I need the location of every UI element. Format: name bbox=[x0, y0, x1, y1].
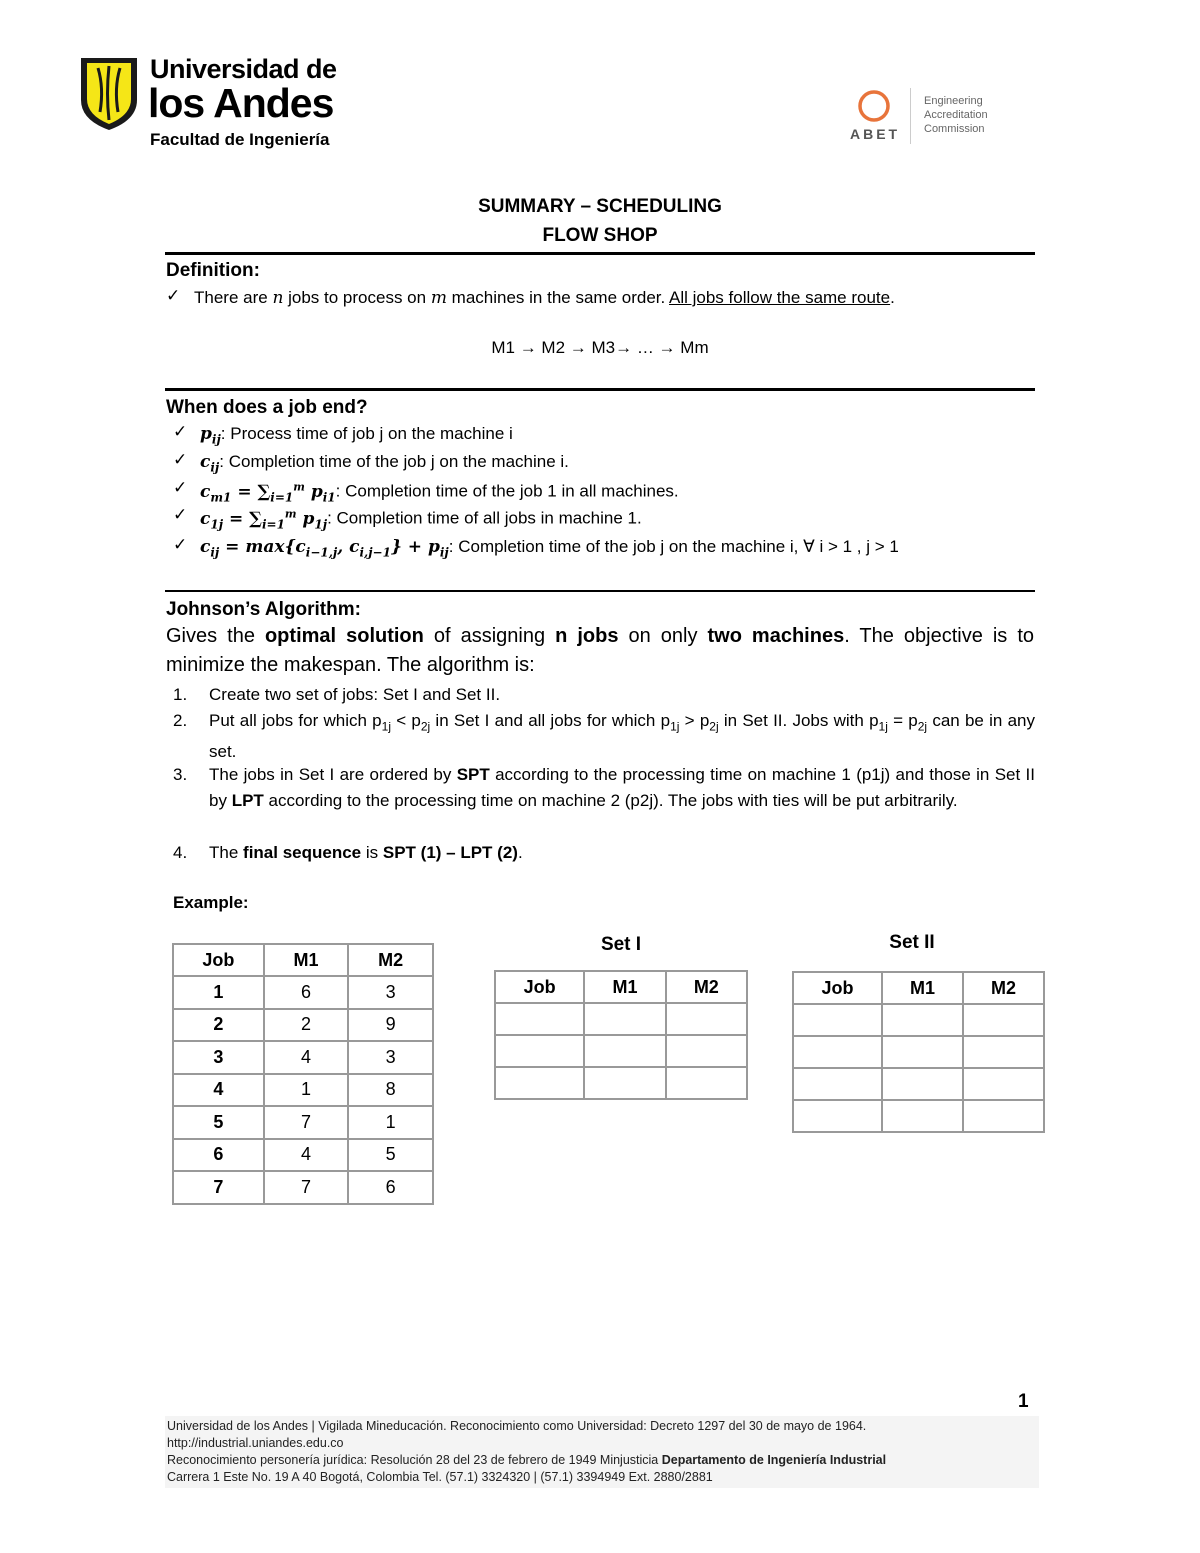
footer-line3: Reconocimiento personería jurídica: Resolución 28 del 23 de febrero de 1949 Minjusticia Departamento de Ingeniería Industrial bbox=[167, 1453, 887, 1467]
abet-text-line1: Engineering bbox=[924, 95, 983, 107]
time-cell: 5 bbox=[348, 1139, 433, 1172]
time-cell: 3 bbox=[348, 1041, 433, 1074]
checkmark-icon: ✓ bbox=[173, 450, 188, 469]
job-end-heading: When does a job end? bbox=[166, 397, 368, 418]
job-cell: 1 bbox=[173, 976, 264, 1009]
time-cell: 3 bbox=[348, 976, 433, 1009]
step-number: 3. bbox=[173, 765, 188, 784]
empty-cell bbox=[882, 1004, 963, 1036]
abet-ring-icon bbox=[856, 88, 892, 124]
table-row bbox=[173, 1074, 433, 1107]
formula-item: $c_{ij} = \max\{c_{i-1,j}$, $c_{i,j-1}\} + p_{ij}$: Completion time of the job j on the machine i, ∀ i > 1 , j > 1 bbox=[200, 537, 899, 560]
empty-cell bbox=[963, 1004, 1044, 1036]
table-row bbox=[173, 1009, 433, 1042]
step-number: 4. bbox=[173, 843, 188, 862]
table-header: M1 bbox=[264, 944, 349, 976]
checkmark-icon: ✓ bbox=[173, 478, 188, 497]
abet-text-line2: Accreditation bbox=[924, 109, 988, 121]
empty-cell bbox=[882, 1036, 963, 1068]
empty-cell bbox=[495, 1067, 584, 1099]
job-cell: 6 bbox=[173, 1139, 264, 1172]
table-row bbox=[173, 1041, 433, 1074]
footer-link[interactable]: http://industrial.uniandes.edu.co bbox=[167, 1436, 344, 1450]
definition-text: There are n jobs to process on m machines in the same order. All jobs follow the same route. bbox=[194, 288, 895, 308]
step-text: The jobs in Set I are ordered by SPT according to the processing time on machine 1 (p1j) and those in Set II by LPT according to the processing time on machine 2 (p2j). The jobs with ties will be put arbitrarily. bbox=[209, 765, 1035, 810]
empty-row bbox=[495, 1035, 747, 1067]
job-cell: 7 bbox=[173, 1171, 264, 1204]
empty-cell bbox=[666, 1035, 747, 1067]
checkmark-icon: ✓ bbox=[166, 286, 181, 305]
table-header: Job bbox=[173, 944, 264, 976]
abet-divider bbox=[910, 88, 911, 144]
empty-row bbox=[793, 1036, 1044, 1068]
time-cell: 9 bbox=[348, 1009, 433, 1042]
set1-table bbox=[494, 970, 748, 1100]
table-row bbox=[173, 1139, 433, 1172]
step-number: 1. bbox=[173, 685, 188, 704]
set2-table bbox=[792, 971, 1045, 1133]
step-number: 2. bbox=[173, 711, 188, 730]
step-text: Put all jobs for which $p_{1j} < p_{2j}$ in Set I and all jobs for which $p_{1j} > p_{2j}$ in Set II. Jobs with $p_{1j} = p_{2j}$ can be in any set. bbox=[209, 711, 1035, 762]
empty-cell bbox=[793, 1100, 882, 1132]
table-header: M2 bbox=[666, 971, 747, 1003]
empty-cell bbox=[495, 1003, 584, 1035]
table-header: Job bbox=[495, 971, 584, 1003]
time-cell: 1 bbox=[348, 1106, 433, 1139]
document-subtitle: FLOW SHOP bbox=[542, 225, 658, 246]
set2-table-body bbox=[793, 1004, 1044, 1132]
page-footer bbox=[165, 1416, 1039, 1488]
time-cell: 4 bbox=[264, 1041, 349, 1074]
table-row bbox=[173, 976, 433, 1009]
step-text: Create two set of jobs: Set I and Set II. bbox=[209, 685, 501, 704]
empty-row bbox=[793, 1068, 1044, 1100]
example-table-body bbox=[173, 976, 433, 1204]
job-cell: 3 bbox=[173, 1041, 264, 1074]
table-header: Job bbox=[793, 972, 882, 1004]
table-row bbox=[173, 1171, 433, 1204]
johnson-heading: Johnson’s Algorithm: bbox=[166, 599, 361, 620]
section-divider bbox=[165, 388, 1035, 391]
set2-title: Set II bbox=[889, 932, 935, 953]
empty-cell bbox=[666, 1067, 747, 1099]
empty-cell bbox=[793, 1004, 882, 1036]
set1-table-body bbox=[495, 1003, 747, 1099]
empty-row bbox=[793, 1004, 1044, 1036]
formula-item: $p_{ij}$: Process time of job j on the machine i bbox=[200, 424, 513, 447]
empty-row bbox=[495, 1067, 747, 1099]
definition-heading: Definition: bbox=[166, 260, 260, 281]
johnson-intro: Gives the optimal solution of assigning n jobs on only two machines. The objective is to minimize the makespan. The algorithm is: bbox=[166, 625, 1034, 676]
page-number: 1 bbox=[1018, 1391, 1029, 1412]
formula-item: $c_{m1} = \sum_{i=1}^m$ $p_{i1}$: Completion time of the job 1 in all machines. bbox=[200, 480, 679, 505]
empty-cell bbox=[963, 1068, 1044, 1100]
empty-row bbox=[793, 1100, 1044, 1132]
uniandes-logo bbox=[78, 50, 338, 150]
abet-wordmark: ABET bbox=[850, 126, 901, 142]
time-cell: 7 bbox=[264, 1171, 349, 1204]
empty-cell bbox=[584, 1003, 665, 1035]
time-cell: 2 bbox=[264, 1009, 349, 1042]
abet-logo bbox=[848, 88, 1008, 148]
time-cell: 7 bbox=[264, 1106, 349, 1139]
job-cell: 2 bbox=[173, 1009, 264, 1042]
time-cell: 6 bbox=[264, 976, 349, 1009]
abet-commission-text bbox=[924, 94, 988, 136]
example-label: Example: bbox=[173, 893, 249, 912]
section-divider bbox=[165, 590, 1035, 592]
table-header: M1 bbox=[584, 971, 665, 1003]
empty-cell bbox=[584, 1067, 665, 1099]
empty-cell bbox=[666, 1003, 747, 1035]
university-name-line1: Universidad de bbox=[150, 54, 337, 84]
table-header: M1 bbox=[882, 972, 963, 1004]
section-divider bbox=[165, 252, 1035, 255]
faculty-name: Facultad de Ingeniería bbox=[150, 130, 330, 149]
time-cell: 6 bbox=[348, 1171, 433, 1204]
time-cell: 1 bbox=[264, 1074, 349, 1107]
empty-cell bbox=[793, 1036, 882, 1068]
empty-row bbox=[495, 1003, 747, 1035]
uniandes-shield-icon bbox=[78, 54, 140, 132]
example-jobs-table bbox=[172, 943, 434, 1205]
table-row bbox=[173, 1106, 433, 1139]
formula-item: $c_{ij}$: Completion time of the job j on the machine i. bbox=[200, 452, 569, 475]
step-text: The final sequence is SPT (1) – LPT (2). bbox=[209, 843, 523, 862]
formula-item: $c_{1j} = \sum_{i=1}^m$ $p_{1j}$: Completion time of all jobs in machine 1. bbox=[200, 507, 642, 532]
checkmark-icon: ✓ bbox=[173, 505, 188, 524]
machine-route: M1 → M2 → M3→ … → Mm bbox=[491, 338, 709, 357]
abet-text-line3: Commission bbox=[924, 123, 985, 135]
empty-cell bbox=[963, 1100, 1044, 1132]
set1-title: Set I bbox=[600, 934, 642, 955]
footer-line1: Universidad de los Andes | Vigilada Mineducación. Reconocimiento como Universidad: Decreto 1297 del 30 de mayo de 1964. bbox=[167, 1419, 867, 1433]
empty-cell bbox=[882, 1068, 963, 1100]
empty-cell bbox=[882, 1100, 963, 1132]
checkmark-icon: ✓ bbox=[173, 535, 188, 554]
empty-cell bbox=[495, 1035, 584, 1067]
university-name-line2: los Andes bbox=[148, 80, 334, 126]
empty-cell bbox=[793, 1068, 882, 1100]
job-cell: 4 bbox=[173, 1074, 264, 1107]
checkmark-icon: ✓ bbox=[173, 422, 188, 441]
time-cell: 8 bbox=[348, 1074, 433, 1107]
table-header: M2 bbox=[963, 972, 1044, 1004]
job-cell: 5 bbox=[173, 1106, 264, 1139]
footer-line4: Carrera 1 Este No. 19 A 40 Bogotá, Colombia Tel. (57.1) 3324320 | (57.1) 3394949 Ext. 2880/2881 bbox=[167, 1470, 713, 1484]
empty-cell bbox=[963, 1036, 1044, 1068]
time-cell: 4 bbox=[264, 1139, 349, 1172]
table-header: M2 bbox=[348, 944, 433, 976]
empty-cell bbox=[584, 1035, 665, 1067]
document-title: SUMMARY – SCHEDULING bbox=[478, 196, 722, 217]
